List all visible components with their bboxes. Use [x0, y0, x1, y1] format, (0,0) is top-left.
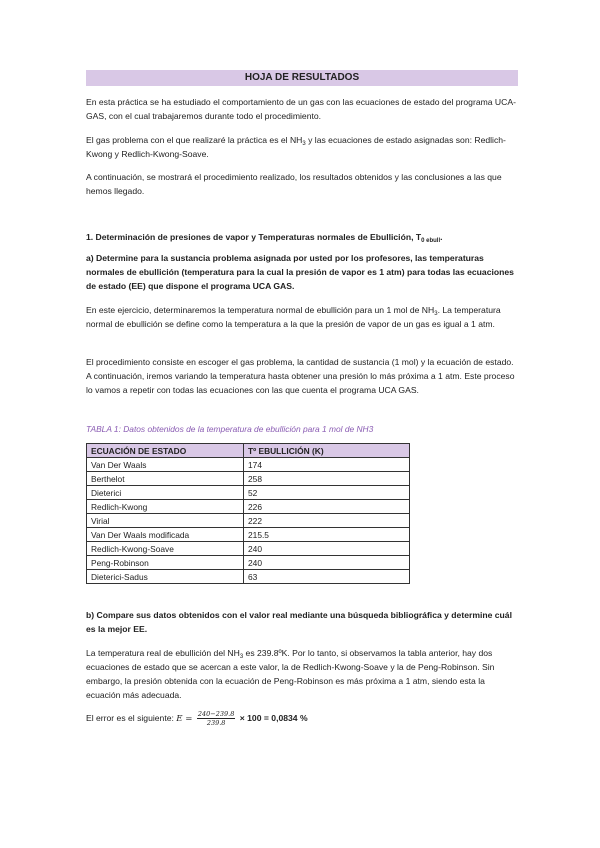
temperature-cell: 63 [244, 570, 410, 584]
table-row [87, 458, 410, 472]
equation-cell: Virial [87, 514, 244, 528]
answer-a-paragraph-1: En este ejercicio, determinaremos la temperatura normal de ebullición para un 1 mol de $NH_3$. La temperatura normal de ebullición se define como la temperatura a la que la presión de vapor de un gas es igual a 1 atm. [86, 305, 501, 329]
temperature-cell: 240 [244, 542, 410, 556]
error-fraction [197, 710, 235, 727]
intro-paragraph-2: El gas problema con el que realizaré la práctica es el $NH_3$ y las ecuaciones de estado asignadas son: Redlich-Kwong y Redlich-Kwong-Soave. [86, 135, 506, 159]
equation-cell: Dieterici [87, 486, 244, 500]
equation-cell: Van Der Waals [87, 458, 244, 472]
temperature-cell: 240 [244, 556, 410, 570]
temperature-cell: 258 [244, 472, 410, 486]
error-lhs: E = [176, 713, 193, 724]
error-label: El error es el siguiente: [86, 712, 177, 723]
page-title: HOJA DE RESULTADOS [86, 70, 518, 86]
results-table [86, 443, 410, 584]
table-row [87, 514, 410, 528]
table-row [87, 542, 410, 556]
temperature-cell: 174 [244, 458, 410, 472]
table-row [87, 472, 410, 486]
intro-paragraph-1: En esta práctica se ha estudiado el comportamiento de un gas con las ecuaciones de estado del programa UCA-GAS, con el cual trabajaremos durante todo el procedimiento. [86, 97, 516, 121]
equation-cell: Van Der Waals modificada [87, 528, 244, 542]
intro-paragraph-3: A continuación, se mostrará el procedimiento realizado, los resultados obtenidos y las conclusiones a las que hemos llegado. [86, 172, 502, 196]
column-header-temperature: Tº EBULLICIÓN (K) [244, 444, 410, 458]
results-table-wrapper [86, 443, 518, 584]
equation-cell: Dieterici-Sadus [87, 570, 244, 584]
table-row [87, 500, 410, 514]
column-header-equation: ECUACIÓN DE ESTADO [87, 444, 244, 458]
section-heading: 1. Determinación de presiones de vapor y Temperaturas normales de Ebullición, $T_{0 ebull}$. [86, 232, 443, 244]
answer-a-paragraph-2: El procedimiento consiste en escoger el gas problema, la cantidad de sustancia (1 mol) y la ecuación de estado. A continuación, iremos variando la temperatura hasta obtener una presión lo más próxima a 1 atm. Este proceso lo vamos a repetir con todas las ecuaciones con las que cuenta el programa UCA GAS. [86, 357, 515, 395]
table-row [87, 556, 410, 570]
question-a: a) Determine para la sustancia problema asignada por usted por los profesores, las temperaturas normales de ebullición (temperatura para la cual la presión de vapor es 1 atm) para todas las ecuaciones de estado (EE) que dispone el programa UCA GAS. [86, 253, 514, 291]
table-row [87, 486, 410, 500]
table-row [87, 570, 410, 584]
equation-cell: Redlich-Kwong [87, 500, 244, 514]
temperature-cell: 52 [244, 486, 410, 500]
error-denominator: 239.8 [206, 719, 226, 727]
table-caption: TABLA 1: Datos obtenidos de la temperatura de ebullición para 1 mol de NH3 [86, 424, 374, 434]
table-row [87, 528, 410, 542]
temperature-cell: 222 [244, 514, 410, 528]
equation-cell: Redlich-Kwong-Soave [87, 542, 244, 556]
error-result: × 100 = 0,0834 % [239, 712, 308, 723]
temperature-cell: 226 [244, 500, 410, 514]
equation-cell: Berthelot [87, 472, 244, 486]
error-numerator: 240−239.8 [197, 710, 235, 718]
equation-cell: Peng-Robinson [87, 556, 244, 570]
question-b: b) Compare sus datos obtenidos con el valor real mediante una búsqueda bibliográfica y determine cuál es la mejor EE. [86, 610, 512, 634]
table-header-row [87, 444, 410, 458]
temperature-cell: 215.5 [244, 528, 410, 542]
error-formula [86, 710, 518, 727]
answer-b-paragraph: La temperatura real de ebullición del $NH_3$ es 239.8ºK. Por lo tanto, si observamos la tabla anterior, hay dos ecuaciones de estado que se acercan a este valor, la de Redlich-Kwong-Soave y la de Peng-Robinson. Sin embargo, la presión obtenida con la ecuación de Peng-Robinson es más próxima a 1 atm, siendo esta la ecuación más adecuada. [86, 648, 495, 700]
